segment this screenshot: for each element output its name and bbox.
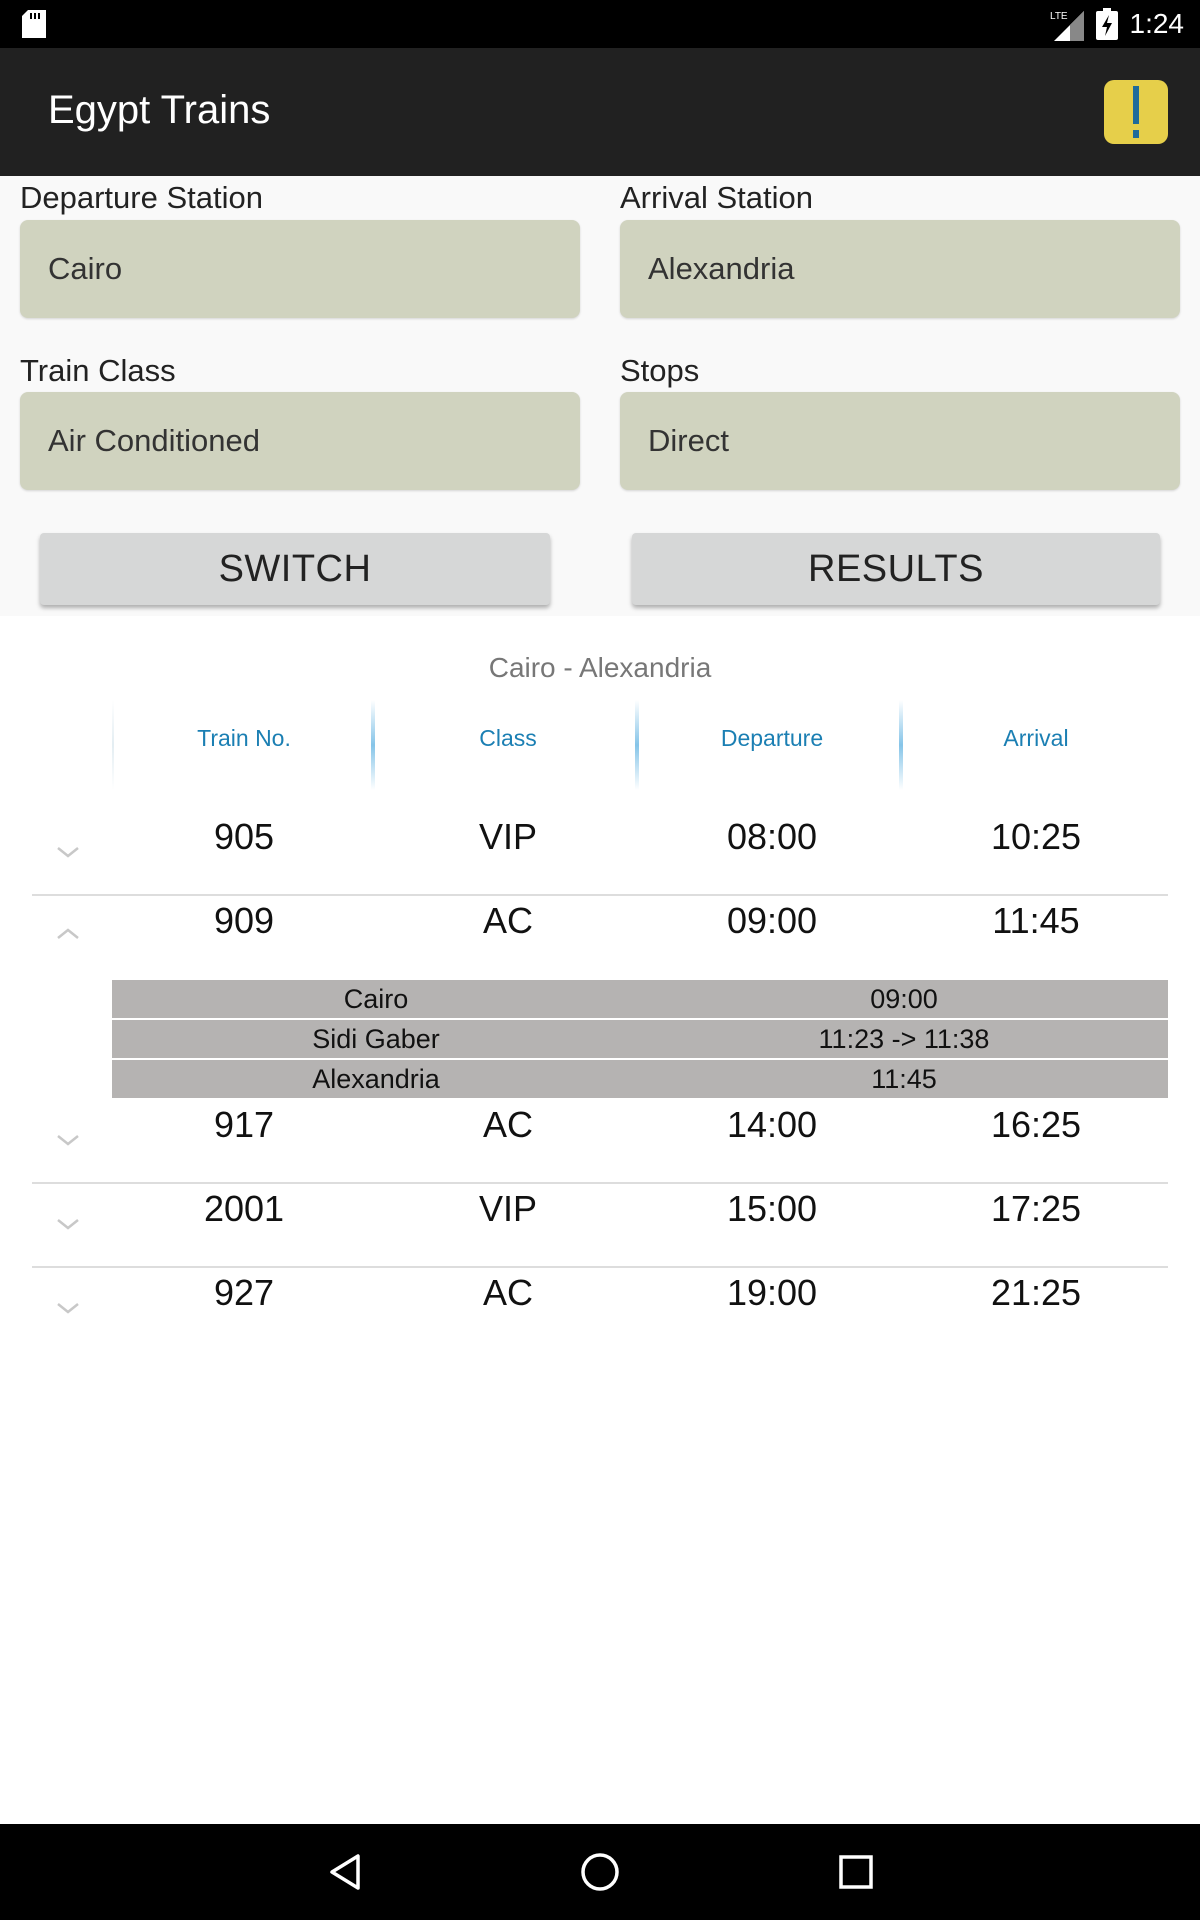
train-number: 927: [213, 1272, 275, 1313]
lte-signal-icon: [1050, 7, 1084, 41]
switch-button[interactable]: SWITCH: [40, 533, 550, 605]
header-departure: Departure: [720, 725, 824, 751]
stops-select[interactable]: Direct: [620, 392, 1180, 490]
recents-icon[interactable]: [832, 1848, 880, 1896]
stops-label: Stops: [620, 353, 700, 388]
arrival-station-select[interactable]: Alexandria: [620, 220, 1180, 318]
train-class: AC: [482, 900, 533, 941]
train-row[interactable]: [0, 1088, 1200, 1172]
departure-time: 19:00: [726, 1272, 818, 1313]
departure-station-select[interactable]: Cairo: [20, 220, 580, 318]
arrival-time: 11:45: [992, 900, 1080, 941]
train-row[interactable]: [0, 1172, 1200, 1256]
train-row[interactable]: [0, 800, 1200, 884]
train-number: 909: [213, 900, 275, 941]
status-bar: [0, 0, 1200, 48]
header-class: Class: [479, 725, 537, 751]
departure-time: 08:00: [726, 816, 818, 857]
stop-time: 09:00: [870, 983, 938, 1014]
route-title: Cairo - Alexandria: [488, 652, 712, 683]
results-button[interactable]: RESULTS: [632, 533, 1160, 605]
stop-row: [112, 980, 1168, 1018]
arrival-time: 10:25: [990, 816, 1082, 857]
alert-button[interactable]: [1104, 80, 1168, 144]
header-train-no: Train No.: [197, 725, 291, 751]
train-class: AC: [482, 1104, 533, 1145]
train-number: 917: [213, 1104, 275, 1145]
chevron-down-icon[interactable]: [52, 1128, 84, 1152]
train-number: 2001: [203, 1188, 285, 1229]
svg-text:LTE: LTE: [1049, 11, 1068, 22]
arrival-time: 17:25: [990, 1188, 1082, 1229]
stop-time: 11:45: [871, 1063, 937, 1094]
exclamation-icon: [1126, 84, 1146, 140]
train-row-expanded[interactable]: [0, 884, 1200, 968]
search-form: [0, 176, 1200, 616]
status-time: 1:24: [1129, 8, 1184, 39]
column-divider: [899, 700, 903, 790]
app-title: Egypt Trains: [48, 88, 271, 132]
stop-row: [112, 1020, 1168, 1058]
chevron-up-icon[interactable]: [52, 922, 84, 946]
stop-time: 11:23 -> 11:38: [818, 1023, 990, 1054]
train-row[interactable]: [0, 1256, 1200, 1340]
home-icon[interactable]: [576, 1848, 624, 1896]
train-class: VIP: [478, 1188, 538, 1229]
stop-station: Sidi Gaber: [312, 1023, 440, 1054]
arrival-time: 21:25: [990, 1272, 1082, 1313]
back-icon[interactable]: [322, 1848, 370, 1896]
stop-station: Cairo: [343, 983, 409, 1014]
departure-time: 15:00: [726, 1188, 818, 1229]
battery-charging-icon: [1096, 8, 1118, 40]
chevron-down-icon[interactable]: [52, 1296, 84, 1320]
departure-time: 09:00: [726, 900, 818, 941]
train-class: VIP: [478, 816, 538, 857]
train-class-label: Train Class: [20, 353, 176, 388]
chevron-down-icon[interactable]: [52, 840, 84, 864]
stops-detail-table: [112, 980, 1168, 1100]
train-number: 905: [213, 816, 275, 857]
train-class: AC: [482, 1272, 533, 1313]
sd-card-icon: [22, 10, 46, 38]
chevron-down-icon[interactable]: [52, 1212, 84, 1236]
departure-label: Departure Station: [20, 180, 263, 215]
app-bar: [0, 48, 1200, 176]
train-class-select[interactable]: Air Conditioned: [20, 392, 580, 490]
arrival-label: Arrival Station: [620, 180, 813, 215]
column-divider: [371, 700, 375, 790]
arrival-time: 16:25: [990, 1104, 1082, 1145]
stop-station: Alexandria: [312, 1063, 440, 1094]
header-arrival: Arrival: [1003, 725, 1069, 751]
departure-time: 14:00: [726, 1104, 818, 1145]
column-divider: [635, 700, 639, 790]
navigation-bar: [0, 1824, 1200, 1920]
